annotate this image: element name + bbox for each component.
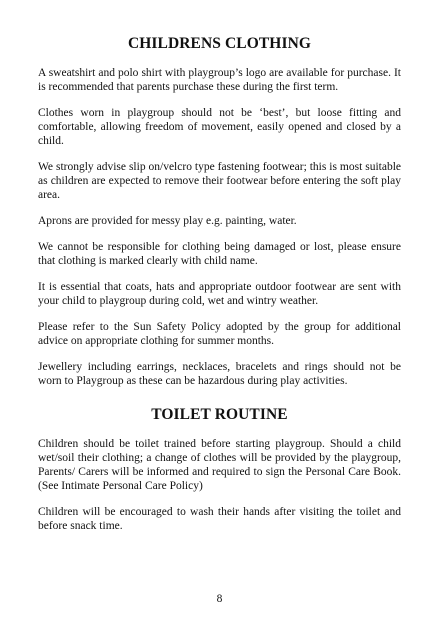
paragraph-wash-hands: Children will be encouraged to wash their hands after visiting the toilet and before snack time. (38, 506, 401, 532)
paragraph-jewellery: Jewellery including earrings, necklaces, bracelets and rings should not be worn to Playgroup as these can be hazardous during play activities. (38, 361, 401, 387)
paragraph-clothes-worn: Clothes worn in playgroup should not be ‘best’, but loose fitting and comfortable, allowing freedom of movement, easily opened and closed by a child. (38, 107, 401, 147)
paragraph-toilet-trained: Children should be toilet trained before starting playgroup. Should a child wet/soil their clothing; a change of clothes will be provided by the playgroup, Parents/ Carers will be informed and required to sign the Personal Care Book. (See Intimate Personal Care Policy) (38, 438, 401, 492)
paragraph-footwear: We strongly advise slip on/velcro type fastening footwear; this is most suitable as children are expected to remove their footwear before entering the soft play area. (38, 161, 401, 201)
paragraph-outdoor-wear: It is essential that coats, hats and appropriate outdoor footwear are sent with your child to playgroup during cold, wet and wintry weather. (38, 281, 401, 307)
section-heading-toilet-routine: TOILET ROUTINE (151, 406, 288, 423)
paragraph-damaged-lost: We cannot be responsible for clothing being damaged or lost, please ensure that clothing is marked clearly with child name. (38, 241, 401, 267)
paragraph-aprons: Aprons are provided for messy play e.g. painting, water. (38, 215, 297, 227)
section-heading-childrens-clothing: CHILDRENS CLOTHING (127, 35, 312, 52)
page-content (38, 34, 401, 545)
page-number: 8 (216, 593, 223, 605)
paragraph-sweatshirt: A sweatshirt and polo shirt with playgroup’s logo are available for purchase. It is recommended that parents purchase these during the first term. (38, 67, 401, 93)
paragraph-sun-safety: Please refer to the Sun Safety Policy adopted by the group for additional advice on appropriate clothing for summer months. (38, 321, 401, 347)
